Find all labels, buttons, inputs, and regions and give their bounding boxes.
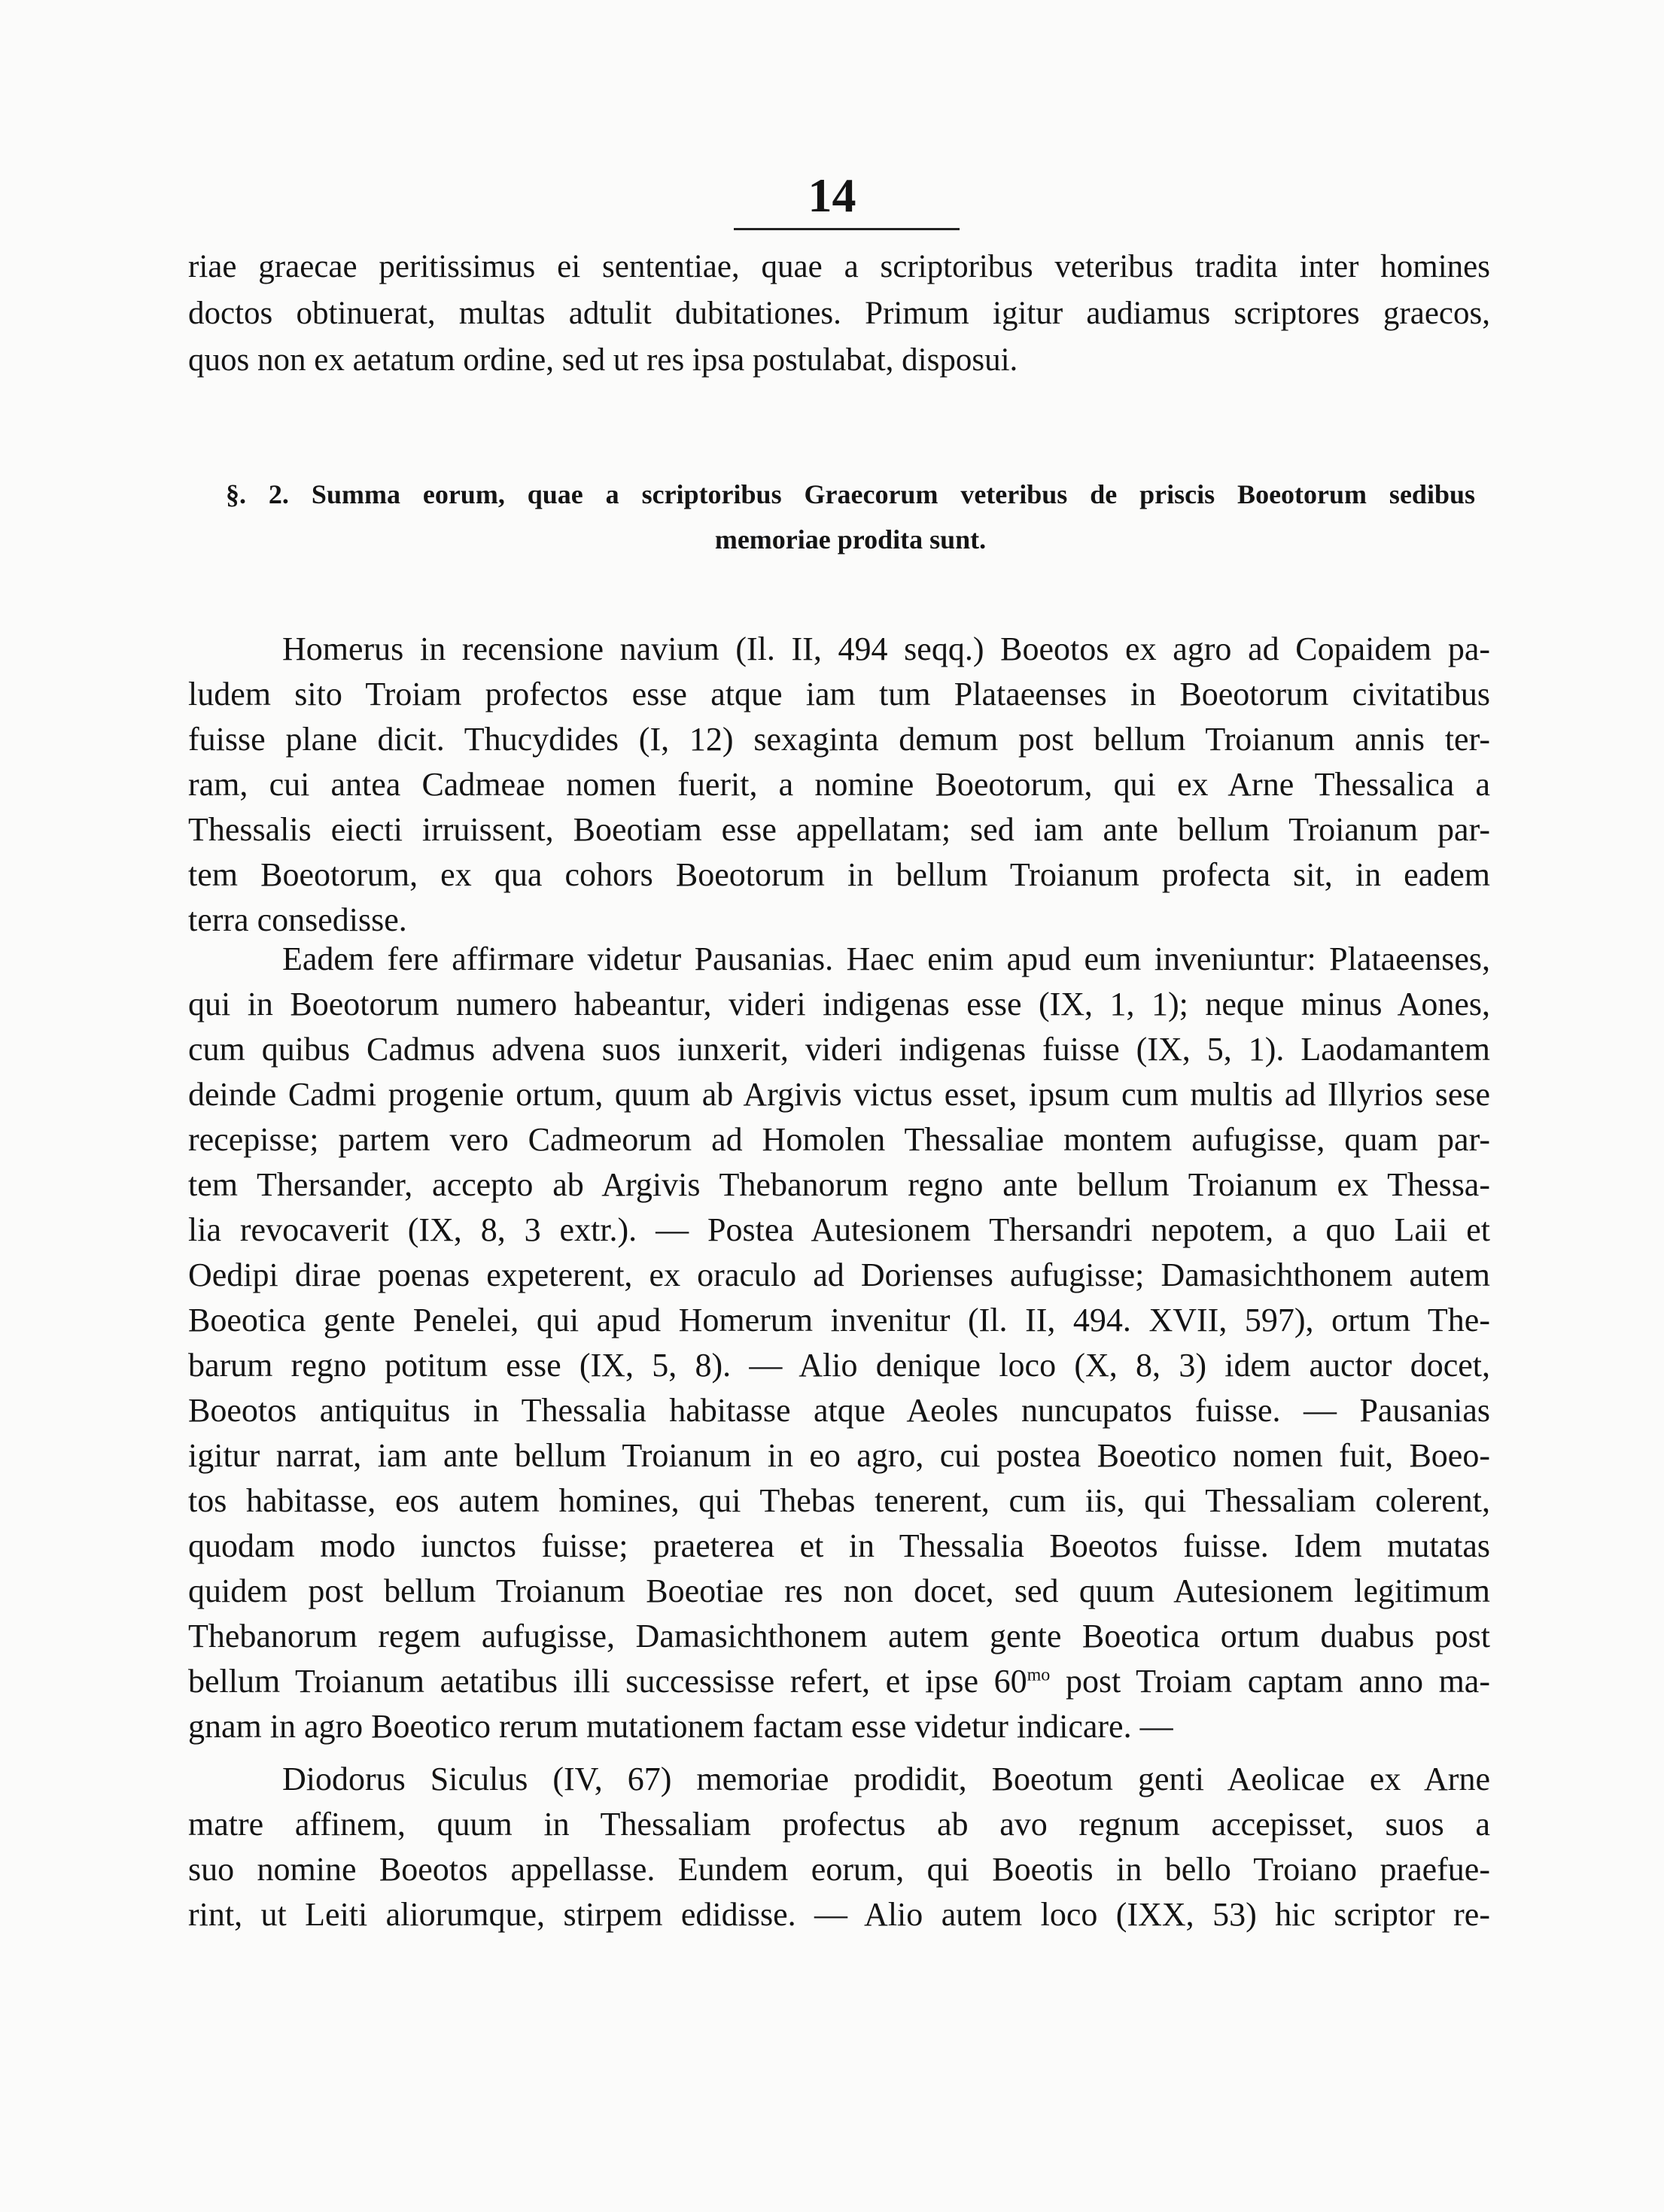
line-tail: post Troiam captam anno ma- bbox=[1050, 1663, 1490, 1700]
text-line: recepisse; partem vero Cadmeorum ad Homolen Thessaliae montem aufugisse, quam par- bbox=[188, 1121, 1490, 1158]
text-line: quidem post bellum Troianum Boeotiae res non docet, sed quum Autesionem legitimum bbox=[188, 1572, 1490, 1609]
text-line: Eadem fere affirmare videtur Pausanias. Haec enim apud eum inveniuntur: Plataeenses, bbox=[282, 940, 1490, 977]
text-line: doctos obtinuerat, multas adtulit dubitationes. Primum igitur audiamus scriptores graecos, bbox=[188, 296, 1490, 331]
text-line: suo nomine Boeotos appellasse. Eundem eorum, qui Boeotis in bello Troiano praefue- bbox=[188, 1851, 1490, 1888]
text-line: tem Thersander, accepto ab Argivis Thebanorum regno ante bellum Troianum ex Thessa- bbox=[188, 1166, 1490, 1203]
text-line: gnam in agro Boeotico rerum mutationem factam esse videtur indicare. — bbox=[188, 1708, 1173, 1745]
text-line: Homerus in recensione navium (Il. II, 494 seqq.) Boeotos ex agro ad Copaidem pa- bbox=[282, 630, 1490, 667]
text-line: fuisse plane dicit. Thucydides (I, 12) sexaginta demum post bellum Troianum annis ter- bbox=[188, 721, 1490, 758]
intro-paragraph bbox=[188, 248, 1490, 388]
paragraph-diodorus bbox=[188, 1761, 1490, 1941]
section-heading-line bbox=[226, 479, 1475, 524]
text-line: Thebanorum regem aufugisse, Damasichthonem autem gente Boeotica ortum duabus post bbox=[188, 1618, 1490, 1654]
section-title-line1: Summa eorum, quae a scriptoribus Graecorum veteribus de priscis Boeotorum sedibus bbox=[311, 479, 1475, 509]
text-line: cum quibus Cadmus advena suos iunxerit, videri indigenas fuisse (IX, 5, 1). Laodamantem bbox=[188, 1031, 1490, 1068]
text-line: qui in Boeotorum numero habeantur, videri indigenas esse (IX, 1, 1); neque minus Aones, bbox=[188, 986, 1490, 1022]
paragraph-homerus bbox=[188, 630, 1490, 946]
text-line: quodam modo iunctos fuisse; praeterea et in Thessalia Boeotos fuisse. Idem mutatas bbox=[188, 1527, 1490, 1564]
text-line: barum regno potitum esse (IX, 5, 8). — Alio denique loco (X, 8, 3) idem auctor docet, bbox=[188, 1347, 1490, 1384]
text-line: igitur narrat, iam ante bellum Troianum in eo agro, cui postea Boeotico nomen fuit, Boeo- bbox=[188, 1437, 1490, 1474]
text-line: terra consedisse. bbox=[188, 901, 407, 938]
text-line: ludem sito Troiam profectos esse atque iam tum Plataeenses in Boeotorum civitatibus bbox=[188, 676, 1490, 713]
paragraph-pausanias bbox=[188, 940, 1490, 1753]
text-line: ram, cui antea Cadmeae nomen fuerit, a nomine Boeotorum, qui ex Arne Thessalica a bbox=[188, 766, 1490, 803]
text-line: Boeotica gente Penelei, qui apud Homerum invenitur (Il. II, 494. XVII, 597), ortum The- bbox=[188, 1302, 1490, 1338]
text-line: Thessalis eiecti irruissent, Boeotiam esse appellatam; sed iam ante bellum Troianum par- bbox=[188, 811, 1490, 848]
section-number: §. 2. bbox=[226, 479, 289, 509]
text-line: tos habitasse, eos autem homines, qui Thebas tenerent, cum iis, qui Thessaliam colerent, bbox=[188, 1482, 1490, 1519]
header-rule bbox=[734, 228, 960, 230]
text-line: riae graecae peritissimus ei sententiae, quae a scriptoribus veteribus tradita inter homines bbox=[188, 249, 1490, 284]
section-heading bbox=[226, 479, 1475, 569]
text-line: deinde Cadmi progenie ortum, quum ab Argivis victus esset, ipsum cum multis ad Illyrios sese bbox=[188, 1076, 1490, 1113]
text-line: Boeotos antiquitus in Thessalia habitasse atque Aeoles nuncupatos fuisse. — Pausanias bbox=[188, 1392, 1490, 1429]
text-line: matre affinem, quum in Thessaliam profectus ab avo regnum accepisset, suos a bbox=[188, 1806, 1490, 1843]
text-line-with-superscript bbox=[188, 1663, 1490, 1708]
page-number: 14 bbox=[808, 169, 856, 222]
text-line: rint, ut Leiti aliorumque, stirpem edidisse. — Alio autem loco (IXX, 53) hic scriptor re- bbox=[188, 1896, 1490, 1933]
text-line: Oedipi dirae poenas expeterent, ex oraculo ad Dorienses aufugisse; Damasichthonem autem bbox=[188, 1256, 1490, 1293]
text-line: lia revocaverit (IX, 8, 3 extr.). — Postea Autesionem Thersandri nepotem, a quo Laii et bbox=[188, 1211, 1490, 1248]
section-title-line2: memoriae prodita sunt. bbox=[714, 524, 987, 555]
ordinal-superscript: mo bbox=[1027, 1665, 1051, 1685]
text-line: quos non ex aetatum ordine, sed ut res ipsa postulabat, disposui. bbox=[188, 342, 1018, 378]
text-line: Diodorus Siculus (IV, 67) memoriae prodidit, Boeotum genti Aeolicae ex Arne bbox=[282, 1761, 1490, 1797]
text-line: tem Boeotorum, ex qua cohors Boeotorum in bellum Troianum profecta sit, in eadem bbox=[188, 856, 1490, 893]
line-head: bellum Troianum aetatibus illi successisse refert, et ipse 60 bbox=[188, 1663, 1027, 1700]
